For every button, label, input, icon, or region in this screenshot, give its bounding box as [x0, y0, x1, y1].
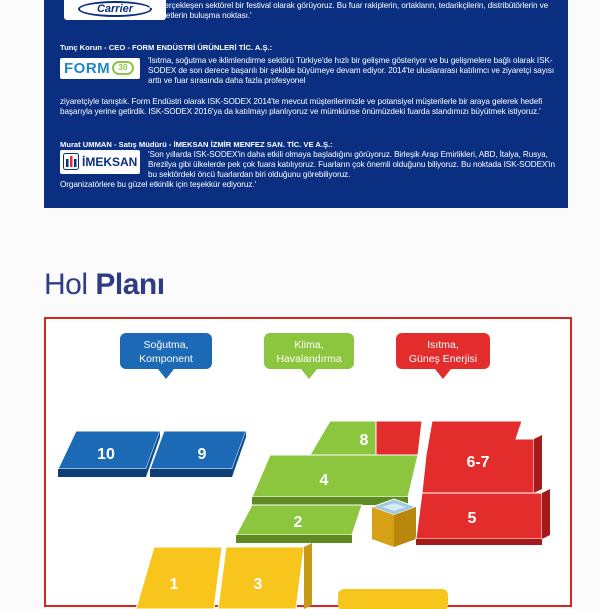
- hall-3-label: 3: [253, 576, 263, 593]
- hall-6-7-label: 6-7: [466, 454, 490, 471]
- category-ac-line1: Klima,: [294, 339, 324, 351]
- testimonial-2-text-cont: ziyaretçiyle tanıştık. Form Endüstri olarak ISK-SODEX 2014'te mevcut müşterilerimizle ve potansiyel müşterilerle bir araya gelerek hedefi başarıyla yerine getirdik. ISK-SODEX 2016'ya da katılmayı planlıyoruz ve mümkünse önümüzdeki fuarda standımızı büyütmek istiyoruz.': [60, 97, 543, 116]
- hall-1-label: 1: [169, 576, 179, 593]
- title-light: Hol: [44, 268, 88, 301]
- testimonials-panel: [44, 0, 568, 208]
- form-logo-text: FORM: [64, 60, 111, 77]
- hall-9-label: 9: [197, 446, 207, 463]
- hall-9[interactable]: [150, 431, 246, 477]
- hall-8-label: 8: [359, 432, 369, 449]
- hall-3[interactable]: [218, 543, 312, 609]
- testimonial-3-text: 'Son yıllarda ISK-SODEX'in daha etkili olmaya başladığını görüyoruz. Birleşik Arap Emirlikleri, ABD, İtalya, Rusya, Brezilya gibi ülkelerde pek çok fuara katılıyoruz. Fuarların çok önemli olduğunu biliyoruz. Bu noktada ISK-SODEX'in bu sektördeki öncü fuarlardan biri olduğunu görebiliyoruz.: [148, 150, 555, 179]
- hall-5-label: 5: [467, 510, 477, 527]
- testimonial-1-text: bir gerçekleşen sektörel bir festival olarak görüyoruz. Bu fuar rakiplerin, ortakların, tedarikçilerin, distribütörlerin ve hizmetlerin buluşma noktası.': [149, 1, 549, 20]
- hall-4[interactable]: [252, 455, 418, 505]
- central-pavilion: [372, 499, 416, 547]
- imeksan-logo-text: İMEKSAN: [82, 155, 138, 169]
- category-cooling-line1: Soğutma,: [143, 339, 189, 351]
- hall-10-label: 10: [97, 446, 115, 463]
- hall-8[interactable]: [310, 421, 422, 455]
- hall-10[interactable]: [58, 431, 160, 477]
- testimonial-3-text-cont: Organizatörlere bu güzel etkinlik için teşekkür ediyoruz.': [60, 180, 256, 189]
- category-ac-line2: Havalandırma: [276, 353, 342, 365]
- hall-6-7[interactable]: [422, 421, 542, 493]
- form-logo: [60, 58, 140, 79]
- hall-2-label: 2: [293, 514, 303, 531]
- testimonial-2-heading: Tunç Korun - CEO - FORM ENDÜSTRİ ÜRÜNLERİ TİC. A.Ş.:: [60, 43, 273, 52]
- testimonial-3-heading: Murat UMMAN - Satış Müdürü - İMEKSAN İZMİR MENFEZ SAN. TİC. VE A.Ş.:: [60, 140, 333, 149]
- category-heating: [396, 333, 490, 379]
- yellow-tab: [338, 589, 448, 609]
- hall-plan-map: [46, 319, 574, 609]
- category-cooling-line2: Komponent: [139, 353, 193, 365]
- category-heating-line1: Isıtma,: [427, 339, 459, 351]
- category-heating-line2: Güneş Enerjisi: [408, 353, 478, 365]
- imeksan-emblem-icon: [63, 153, 79, 170]
- category-cooling: [120, 333, 212, 379]
- hall-plan: [44, 317, 572, 607]
- carrier-logo-text: Carrier: [78, 1, 152, 17]
- hall-5[interactable]: [416, 489, 550, 545]
- title-bold: Planı: [95, 268, 165, 301]
- form-30-badge: 30: [112, 61, 134, 75]
- category-ac: [264, 333, 354, 379]
- testimonial-2-text: 'Isıtma, soğutma ve iklimlendirme sektörü Türkiye'de hızlı bir gelişme gösteriyor ve bu gelişmelere bağlı olarak ISK-SODEX de son derece başarılı bir şekilde büyümeye devam ediyor. 2014'te uluslararası katılımcı ve ziyaretçi sayısı arttı ve fuar sırasında daha fazla profesyonel: [148, 56, 555, 85]
- hall-2[interactable]: [236, 505, 362, 543]
- page-title: [44, 268, 165, 302]
- imeksan-logo: [60, 150, 140, 174]
- hall-4-label: 4: [319, 472, 329, 489]
